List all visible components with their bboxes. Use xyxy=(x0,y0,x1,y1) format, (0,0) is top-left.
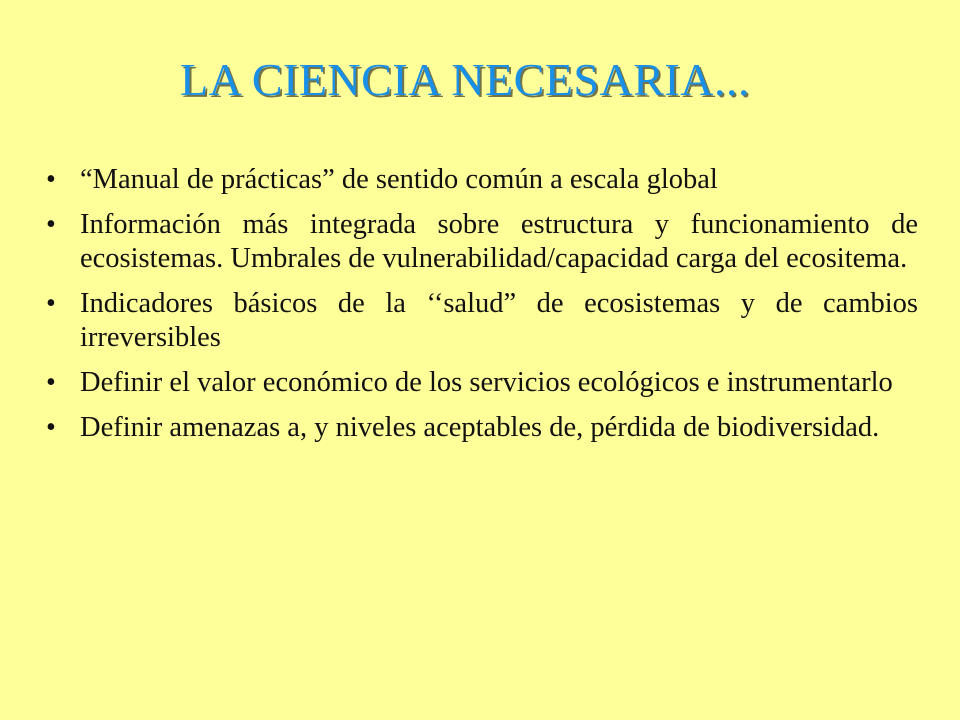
slide-title: LA CIENCIA NECESARIA... xyxy=(180,54,750,105)
bullet-text: Definir el valor económico de los servicios ecológicos e instrumentarlo xyxy=(80,367,893,398)
bullet-text: Información más integrada sobre estructura y funcionamiento de ecosistemas. Umbrales de vulnerabilidad/capacidad carga del ecositema. xyxy=(80,209,918,274)
bullet-icon: • xyxy=(46,412,56,443)
bullet-item xyxy=(46,366,918,400)
bullet-icon: • xyxy=(46,288,56,319)
bullet-text: Definir amenazas a, y niveles aceptables de, pérdida de biodiversidad. xyxy=(80,412,880,443)
bullet-text: “Manual de prácticas” de sentido común a escala global xyxy=(80,164,718,195)
bullet-item xyxy=(46,163,918,197)
bullet-item xyxy=(46,208,918,276)
bullet-icon: • xyxy=(46,209,56,240)
bullet-item xyxy=(46,411,918,445)
bullet-icon: • xyxy=(46,164,56,195)
bullet-text: Indicadores básicos de la ‘‘salud” de ecosistemas y de cambios irreversibles xyxy=(80,288,918,353)
bullet-item xyxy=(46,287,918,355)
bullet-list xyxy=(46,163,918,456)
bullet-icon: • xyxy=(46,367,56,398)
